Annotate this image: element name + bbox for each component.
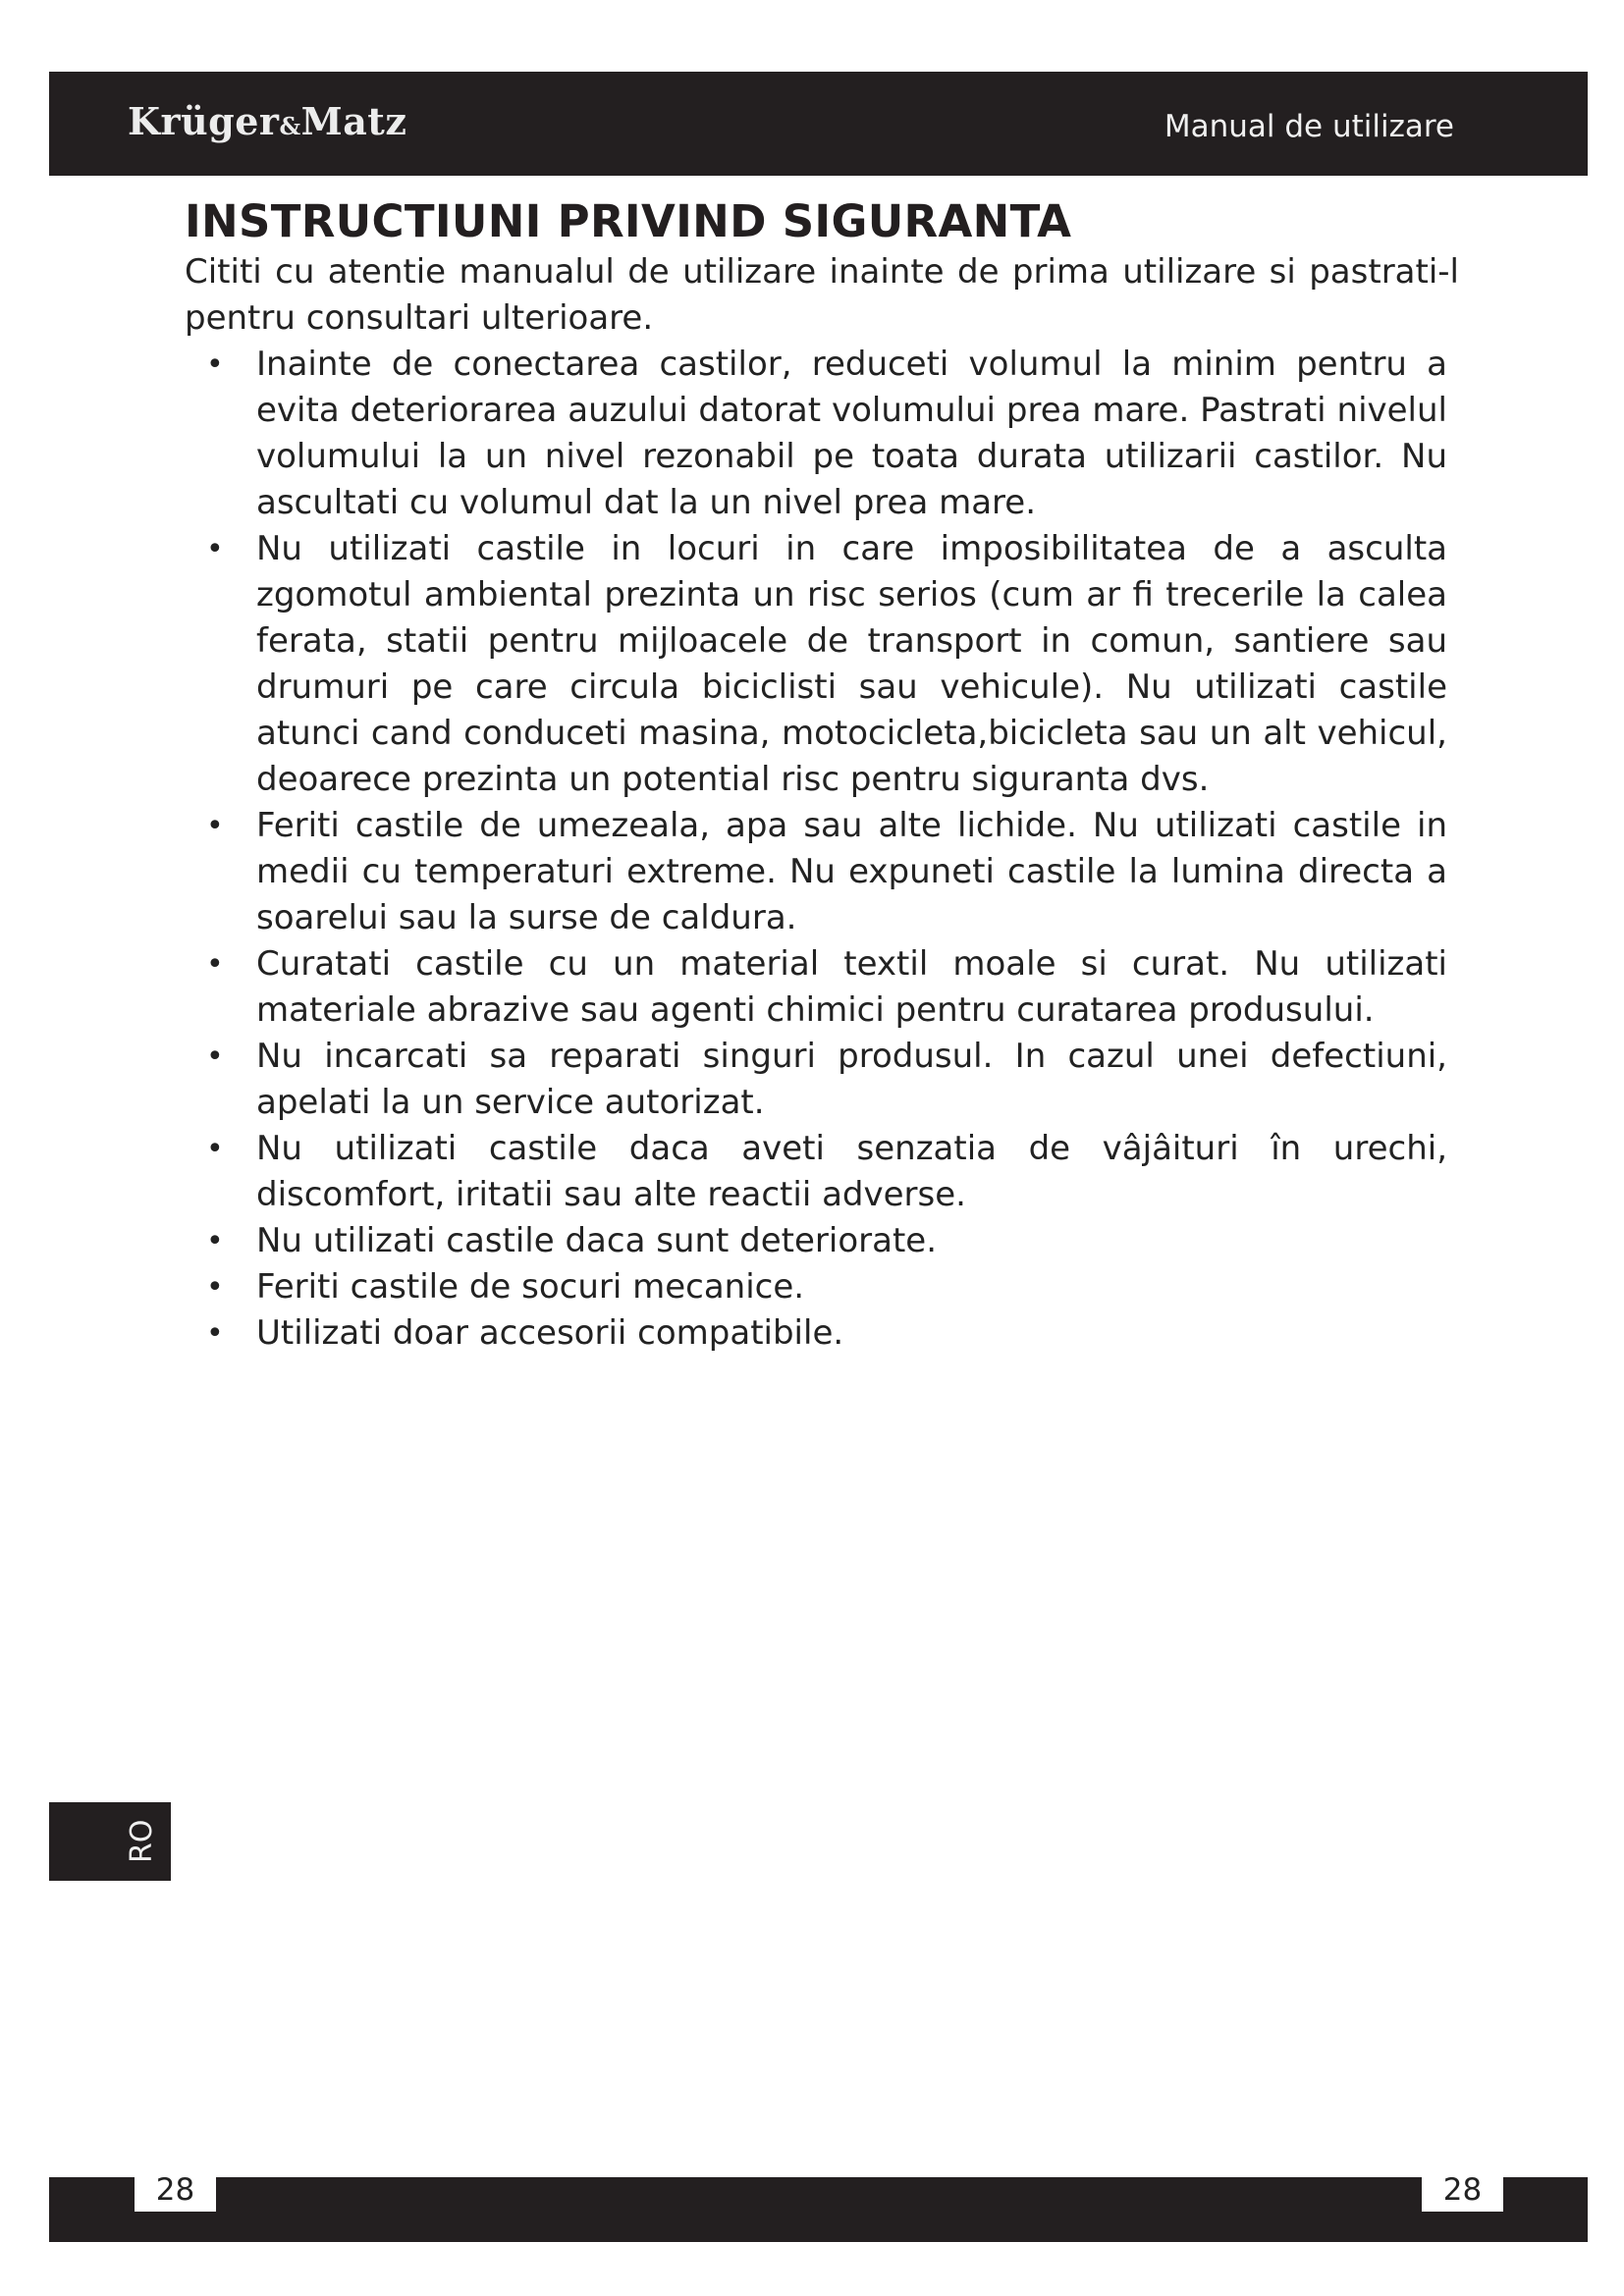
list-item — [185, 342, 1459, 526]
list-item-text: Utilizati doar accesorii compatibile. — [256, 1313, 844, 1353]
list-item — [185, 1310, 1459, 1357]
header-bar — [49, 72, 1588, 176]
list-item-text: Nu utilizati castile daca aveti senzatia de vâjâituri în urechi, discomfort, iritatii sau alte reactii adverse. — [256, 1129, 1447, 1214]
footer-bar — [49, 2177, 1588, 2242]
list-item-text: Nu incarcati sa reparati singuri produsul. In cazul unei defectiuni, apelati la un service autorizat. — [256, 1037, 1447, 1122]
bullet-icon: • — [206, 809, 224, 843]
list-item — [185, 1034, 1459, 1126]
list-item-text: Nu utilizati castile daca sunt deteriorate. — [256, 1221, 938, 1260]
intro-paragraph: Cititi cu atentie manualul de utilizare inainte de prima utilizare si pastrati-l pentru consultari ulterioare. — [185, 252, 1459, 338]
bullet-icon: • — [206, 532, 224, 566]
list-item-text: Inainte de conectarea castilor, reduceti volumul la minim pentru a evita deteriorarea auzului datorat volumului prea mare. Pastrati nivelul volumului la un nivel rezonabil pe toata durata utilizarii castilor. Nu ascultati cu volumul dat la un nivel prea mare. — [256, 345, 1447, 522]
list-item — [185, 1264, 1459, 1310]
list-item-text: Nu utilizati castile in locuri in care imposibilitatea de a asculta zgomotul ambiental prezinta un risc serios (cum ar fi trecerile la calea ferata, statii pentru mijloacele de transport in comun, santiere sau drumuri pe care circula biciclisti sau vehicule). Nu utilizati castile atunci cand conduceti masina, motocicleta,bicicleta sau un alt vehicul, deoarece prezinta un potential risc pentru siguranta dvs. — [256, 529, 1447, 799]
list-item — [185, 526, 1459, 803]
language-tab-label: RO — [125, 1819, 159, 1864]
bullet-icon: • — [206, 1316, 224, 1351]
bullet-icon: • — [206, 1224, 224, 1258]
bullet-icon: • — [206, 347, 224, 382]
list-item — [185, 1218, 1459, 1264]
brand-logo — [128, 99, 406, 143]
list-item — [185, 941, 1459, 1034]
brand-tail: Matz — [300, 99, 407, 143]
brand-ampersand: & — [279, 112, 301, 140]
list-item — [185, 1126, 1459, 1218]
list-item-text: Feriti castile de socuri mecanice. — [256, 1267, 805, 1307]
safety-list — [185, 342, 1459, 1357]
manual-title: Manual de utilizare — [1164, 109, 1454, 144]
page-title: INSTRUCTIUNI PRIVIND SIGURANTA — [185, 195, 1072, 247]
bullet-icon: • — [206, 1040, 224, 1074]
bullet-icon: • — [206, 947, 224, 982]
bullet-icon: • — [206, 1132, 224, 1166]
list-item-text: Curatati castile cu un material textil moale si curat. Nu utilizati materiale abrazive sau agenti chimici pentru curatarea produsului. — [256, 944, 1447, 1030]
list-item-text: Feriti castile de umezeala, apa sau alte lichide. Nu utilizati castile in medii cu temperaturi extreme. Nu expuneti castile la lumina directa a soarelui sau la surse de caldura. — [256, 806, 1447, 937]
list-item — [185, 803, 1459, 941]
page-number-right: 28 — [1422, 2168, 1503, 2212]
bullet-icon: • — [206, 1270, 224, 1305]
safety-section — [185, 194, 1459, 1357]
brand-main: Krüger — [128, 99, 280, 143]
page-number-left: 28 — [135, 2168, 216, 2212]
